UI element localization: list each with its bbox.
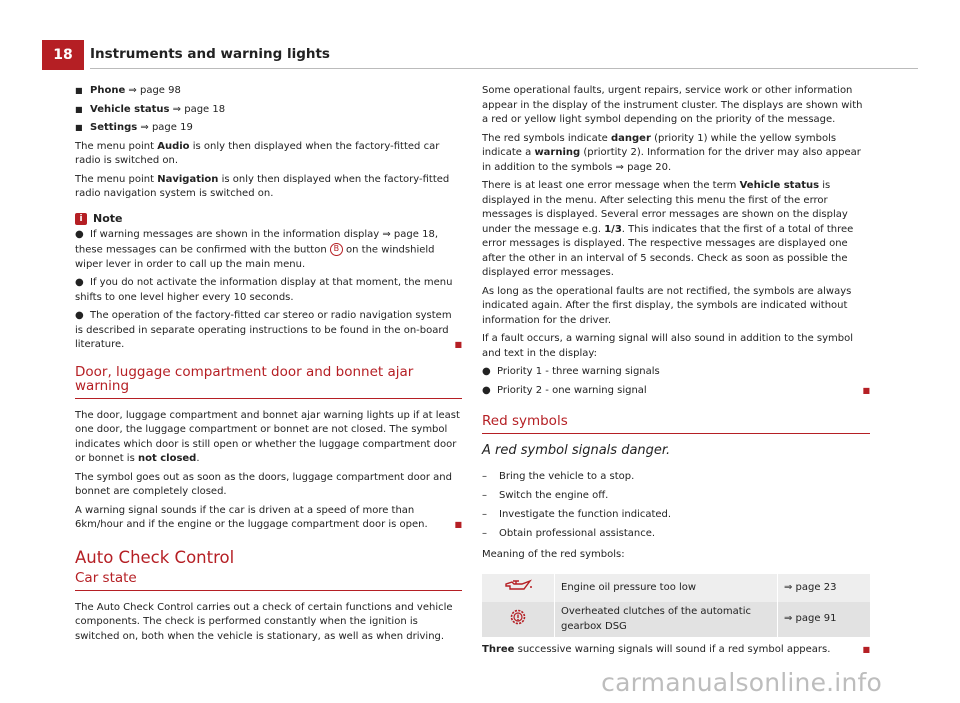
menu-item-phone: ■ Phone ⇒ page 98 (75, 85, 181, 96)
faults-paragraph: Some operational faults, urgent repairs, service work or other information appear in the display of the instrument cluster. The displays are shown with a red or yellow light symbol depending on the priority of the message. (482, 85, 863, 125)
page-link[interactable]: ⇒ page 23 (778, 574, 871, 602)
note-item: ● If you do not activate the information display at that moment, the menu shifts to one level higher every 10 seconds. (75, 277, 453, 303)
rectified-paragraph: As long as the operational faults are not rectified, the symbols are always indicated again. After the first display, the symbols are indicated without information for the driver. (482, 285, 852, 326)
car-state-heading: Car state (75, 571, 462, 591)
note-box (75, 212, 462, 353)
auto-check-heading: Auto Check Control (75, 547, 235, 567)
meaning-label: Meaning of the red symbols: (482, 548, 625, 560)
page-link[interactable]: ⇒ page 19 (140, 122, 193, 133)
audio-paragraph: The menu point Audio is only then displayed when the factory-fitted car radio is switched on. (75, 140, 440, 166)
step-item: – Bring the vehicle to a stop. (482, 471, 635, 482)
watermark: carmanualsonline.info (601, 668, 882, 697)
red-symbols-subheading: A red symbol signals danger. (482, 442, 671, 458)
clutch-overheat-icon (482, 602, 555, 637)
door-paragraph: The symbol goes out as soon as the doors, luggage compartment door and bonnet are completely closed. (75, 471, 452, 497)
step-item: – Switch the engine off. (482, 490, 609, 501)
note-item: ● The operation of the factory-fitted car stereo or radio navigation system is described in separate operating instructions to be found in the on-board literature. ■ (75, 309, 462, 353)
page-link[interactable]: ⇒ page 98 (128, 85, 181, 96)
right-column (482, 84, 870, 662)
note-title: Note (93, 211, 123, 225)
priority-paragraph: The red symbols indicate danger (priority 1) while the yellow symbols indicate a warning (priortity 2). Information for the driver may also appear in addition to the symbols ⇒ page 20. (482, 132, 861, 173)
priority-item: ● Priority 1 - three warning signals (482, 366, 660, 377)
red-symbols-heading: Red symbols (482, 414, 870, 434)
page-number: 18 (42, 40, 84, 70)
menu-item-vehicle-status: ■ Vehicle status ⇒ page 18 (75, 103, 226, 115)
note-item: ● If warning messages are shown in the information display ⇒ page 18, these messages can be confirmed with the button B on the windshield wiper lever in order to call up the main menu. (75, 229, 438, 270)
priority-item: ● Priority 2 - one warning signal ■ (482, 384, 870, 399)
final-paragraph: Three successive warning signals will sound if a red symbol appears. ■ (482, 643, 870, 658)
step-item: – Obtain professional assistance. (482, 528, 656, 539)
symbol-description: Engine oil pressure too low (555, 574, 778, 602)
vehicle-status-paragraph: There is at least one error message when the term Vehicle status is displayed in the menu. After selecting this menu the first of the error messages is displayed. Several error messages are shown on the display under the message e.g. 1/3. This indicates that the first of a total of three error messages is displayed. The respective messages are displayed one after the other in an interval of 5 seconds. Check as soon as possible the displayed error messages. (482, 180, 854, 278)
header-divider (90, 68, 918, 69)
info-icon: i (75, 213, 87, 225)
oil-can-icon (482, 574, 555, 602)
table-row (482, 574, 870, 602)
navigation-paragraph: The menu point Navigation is only then displayed when the factory-fitted radio navigation system is switched on. (75, 173, 450, 199)
page-link[interactable]: ⇒ page 91 (778, 602, 871, 637)
step-item: – Investigate the function indicated. (482, 509, 672, 520)
car-state-paragraph: The Auto Check Control carries out a check of certain functions and vehicle components. The check is performed constantly when the ignition is switched on, both when the vehicle is stationary, as well as when driving. (75, 601, 453, 642)
end-mark-icon: ■ (862, 645, 870, 654)
red-symbols-table (482, 574, 870, 637)
door-paragraph: The door, luggage compartment and bonnet ajar warning lights up if at least one door, the luggage compartment or bonnet are not closed. The symbol indicates which door is still open or whether the luggage compartment door or bonnet is not closed. (75, 409, 460, 464)
menu-item-settings: ■ Settings ⇒ page 19 (75, 122, 193, 133)
door-warning-heading: Door, luggage compartment door and bonnet ajar warning (75, 365, 462, 399)
end-mark-icon: ■ (454, 520, 462, 529)
table-row (482, 602, 870, 637)
page-link[interactable]: ⇒ page 18 (172, 103, 226, 115)
symbol-description: Overheated clutches of the automatic gearbox DSG (555, 602, 778, 637)
header-title: Instruments and warning lights (90, 46, 330, 62)
end-mark-icon: ■ (862, 385, 870, 395)
door-paragraph: A warning signal sounds if the car is driven at a speed of more than 6km/hour and if the engine or the luggage compartment door is open. ■ (75, 504, 462, 533)
button-b-icon: B (330, 243, 343, 256)
left-column (75, 84, 462, 648)
fault-sound-paragraph: If a fault occurs, a warning signal will also sound in addition to the symbol and text in the display: (482, 333, 854, 359)
end-mark-icon: ■ (454, 340, 462, 349)
